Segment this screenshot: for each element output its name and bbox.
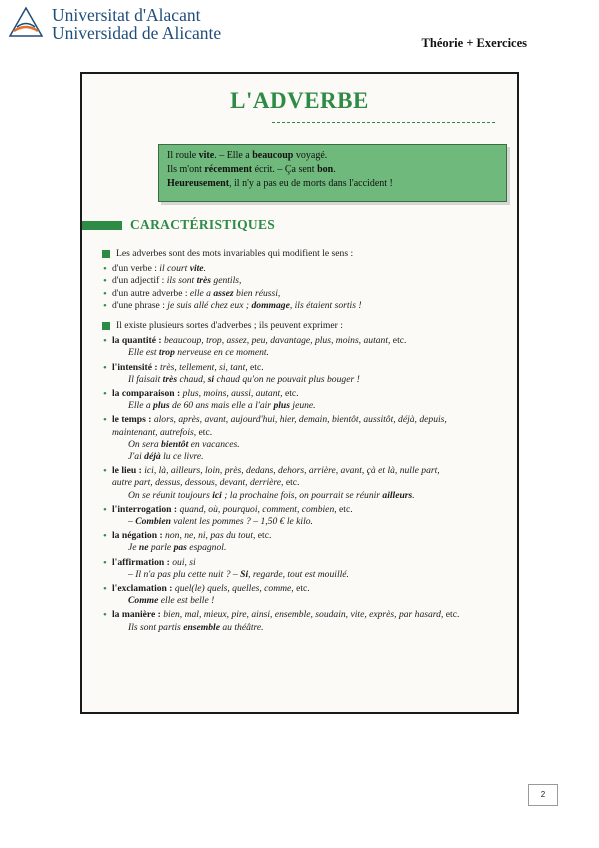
scanned-page [80, 72, 519, 714]
adverb-example: J'ai déjà lu ce livre. [128, 451, 204, 463]
adverb-type-definition: • la comparaison : plus, moins, aussi, autant, etc. [102, 388, 510, 400]
list-item: • d'un autre adverbe : elle a assez bien réussi, [102, 288, 510, 300]
adverb-type-definition: • le lieu : ici, là, ailleurs, loin, près, dedans, dehors, arrière, avant, çà et là, nulle part, [102, 465, 510, 477]
adverb-example: Elle a plus de 60 ans mais elle a l'air plus jeune. [128, 400, 316, 412]
adverb-type-definition: autre part, dessus, dessous, devant, derrière, etc. [112, 477, 300, 489]
adverb-type-item [102, 465, 510, 502]
university-emblem-icon [8, 6, 44, 38]
adverb-example: Je ne parle pas espagnol. [128, 542, 227, 554]
section-bar [82, 221, 122, 230]
adverb-example: Ils sont partis ensemble au théâtre. [128, 621, 264, 633]
adverb-type-definition: maintenant, autrefois, etc. [112, 426, 213, 438]
adverb-example: – Il n'a pas plu cette nuit ? – Si, regarde, tout est mouillé. [128, 568, 349, 580]
adverb-type-definition: • la négation : non, ne, ni, pas du tout, etc. [102, 530, 510, 542]
adverb-type-definition: • l'affirmation : oui, si [102, 557, 510, 569]
adverb-type-item [102, 504, 510, 528]
university-name-es: Universidad de Alicante [52, 23, 222, 43]
adverb-example: On se réunit toujours ici ; la prochaine fois, on pourrait se réunir ailleurs. [128, 489, 415, 501]
header-label: Théorie + Exercices [421, 36, 527, 50]
adverb-type-item [102, 335, 510, 359]
adverb-type-item [102, 388, 510, 412]
adverb-type-definition: • l'interrogation : quand, où, pourquoi, comment, combien, etc. [102, 504, 510, 516]
adverb-type-definition: • l'exclamation : quel(le) quels, quelles, comme, etc. [102, 583, 510, 595]
modifier-list [102, 263, 510, 312]
adverb-example: Comme elle est belle ! [128, 595, 215, 607]
page-title: L'ADVERBE [230, 88, 369, 113]
adverb-type-item [102, 609, 510, 633]
adverb-type-definition: • la quantité : beaucoup, trop, assez, peu, davantage, plus, moins, autant, etc. [102, 335, 510, 347]
university-logo [8, 6, 221, 42]
adverb-type-item [102, 557, 510, 581]
content-body [102, 248, 510, 634]
list-item: • d'une phrase : je suis allé chez eux ; dommage, ils étaient sortis ! [102, 300, 510, 312]
section-header [82, 218, 275, 232]
university-name [52, 6, 221, 42]
adverb-type-definition: • le temps : alors, après, avant, aujourd'hui, hier, demain, bientôt, aussitôt, déjà, depuis, [102, 414, 510, 426]
adverb-type-definition: • l'intensité : très, tellement, si, tant, etc. [102, 362, 510, 374]
title-divider [272, 122, 495, 123]
example-sentence: Ils m'ont récemment écrit. – Ça sent bon. [167, 164, 336, 175]
list-item: • d'un verbe : il court vite. [102, 263, 510, 275]
intro-paragraph: Les adverbes sont des mots invariables qui modifient le sens : [102, 248, 510, 260]
example-sentence: Il roule vite. – Elle a beaucoup voyagé. [167, 150, 328, 161]
adverb-type-item [102, 530, 510, 554]
adverb-type-item [102, 414, 510, 463]
example-sentence: Heureusement, il n'y a pas eu de morts dans l'accident ! [167, 178, 393, 189]
page-number: 2 [528, 784, 558, 806]
example-box [158, 144, 507, 202]
adverb-type-item [102, 362, 510, 386]
adverb-example: On sera bientôt en vacances. [128, 438, 240, 450]
adverb-example: Il faisait très chaud, si chaud qu'on ne pouvait plus bouger ! [128, 373, 360, 385]
section-title: CARACTÉRISTIQUES [130, 217, 276, 232]
intro-paragraph: Il existe plusieurs sortes d'adverbes ; ils peuvent exprimer : [102, 320, 510, 332]
adverb-type-item [102, 583, 510, 607]
adverb-example: – Combien valent les pommes ? – 1,50 € le kilo. [128, 516, 313, 528]
list-item: • d'un adjectif : ils sont très gentils, [102, 275, 510, 287]
university-name-ca: Universitat d'Alacant [52, 5, 201, 25]
adverb-type-definition: • la manière : bien, mal, mieux, pire, ainsi, ensemble, soudain, vite, exprès, par hasard, etc. [102, 609, 510, 621]
adverb-types-list [102, 335, 510, 634]
adverb-example: Elle est trop nerveuse en ce moment. [128, 347, 269, 359]
